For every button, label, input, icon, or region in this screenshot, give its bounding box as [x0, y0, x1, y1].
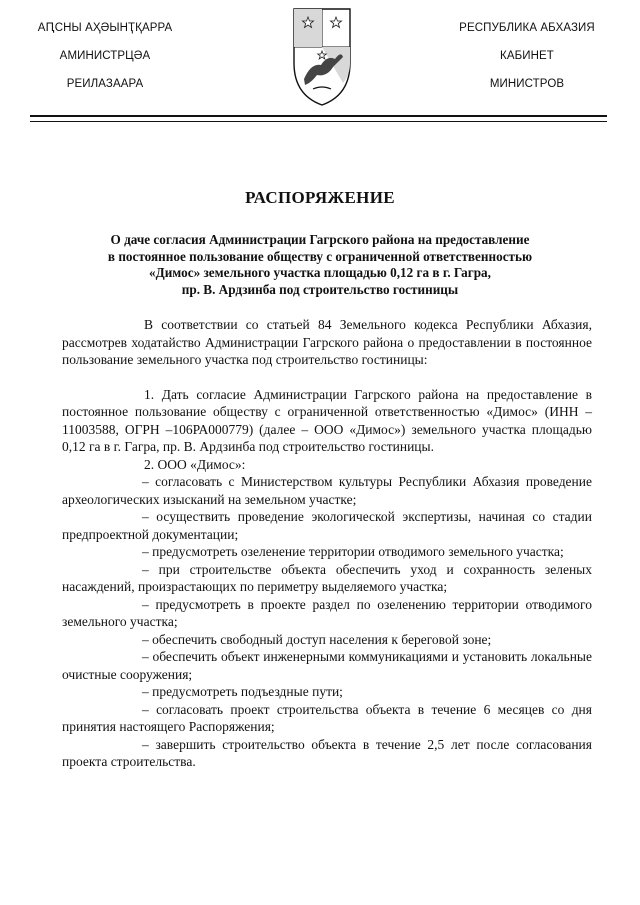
subitem-paragraph: – при строительстве объекта обеспечить уход и сохранность зеленых насаждений, произрастающих по периметру выделяемого участка;: [62, 561, 592, 594]
subitem-paragraph: – предусмотреть озеленение территории отводимого земельного участка;: [142, 544, 564, 559]
document-title: РАСПОРЯЖЕНИЕ: [245, 188, 395, 207]
header-right-block: [447, 22, 607, 106]
subitem-paragraph: – обеспечить объект инженерными коммуникациями и установить локальные очистные сооружения;: [62, 649, 592, 682]
item-2-heading: 2. ООО «Димос»:: [144, 456, 246, 472]
header-left-line-1: АԤСНЫ АҲӘЫНҬҚАРРА: [37, 22, 173, 34]
subitem-paragraph: – согласовать проект строительства объекта в течение 6 месяцев со дня принятия настоящего Распоряжения;: [62, 701, 592, 734]
subject-line: пр. В. Ардзинба под строительство гостиницы: [181, 281, 459, 297]
subitem-paragraph: – обеспечить свободный доступ населения к береговой зоне;: [142, 631, 492, 647]
document-body: [62, 316, 592, 771]
header-right-line-2: КАБИНЕТ: [500, 50, 554, 62]
subitem-paragraph: – согласовать с Министерством культуры Республики Абхазия проведение археологических изысканий на земельном участке;: [62, 474, 592, 507]
coat-of-arms-icon: [291, 5, 353, 107]
document-subject: [95, 232, 545, 298]
subitem-paragraph: – предусмотреть подъездные пути;: [142, 684, 343, 699]
header-left-block: [30, 22, 180, 106]
subitem-paragraph: – предусмотреть в проекте раздел по озеленению территории отводимого земельного участка;: [62, 596, 592, 629]
intro-paragraph: В соответствии со статьей 84 Земельного кодекса Республики Абхазия, рассмотрев ходатайство Администрации Гагрского района о предоставлении в постоянное пользование земельного участка под строительство гостиницы:: [62, 317, 592, 367]
header-divider-thick: [30, 115, 607, 117]
subject-line: «Димос» земельного участка площадью 0,12 га в г. Гагра,: [149, 265, 491, 280]
header-right-line-3: МИНИСТРОВ: [489, 78, 565, 90]
subject-line: в постоянное пользование обществу с ограниченной ответственностью: [107, 248, 533, 264]
header-divider-thin: [30, 121, 607, 122]
subitem-paragraph: – осуществить проведение экологической экспертизы, начиная со стадии предпроектной документации;: [62, 509, 592, 542]
header-right-line-1: РЕСПУБЛИКА АБХАЗИЯ: [459, 22, 595, 34]
item-1-paragraph: 1. Дать согласие Администрации Гагрского района на предоставление в постоянное пользование обществу с ограниченной ответственностью «Димос» (ИНН – 11003588, ОГРН –106РА000779) (далее – ООО «Димос») земельного участка площадью 0,12 га в г. Гагра, пр. В. Ардзинба под строительство гостиницы.: [62, 386, 592, 454]
header-left-line-2: АМИНИСТРЦӘА: [59, 50, 151, 62]
subitem-paragraph: – завершить строительство объекта в течение 2,5 лет после согласования проекта строительства.: [62, 736, 592, 769]
subject-line: О даче согласия Администрации Гагрского района на предоставление: [110, 232, 530, 247]
header-left-line-3: РЕИЛАЗААРА: [66, 78, 144, 90]
